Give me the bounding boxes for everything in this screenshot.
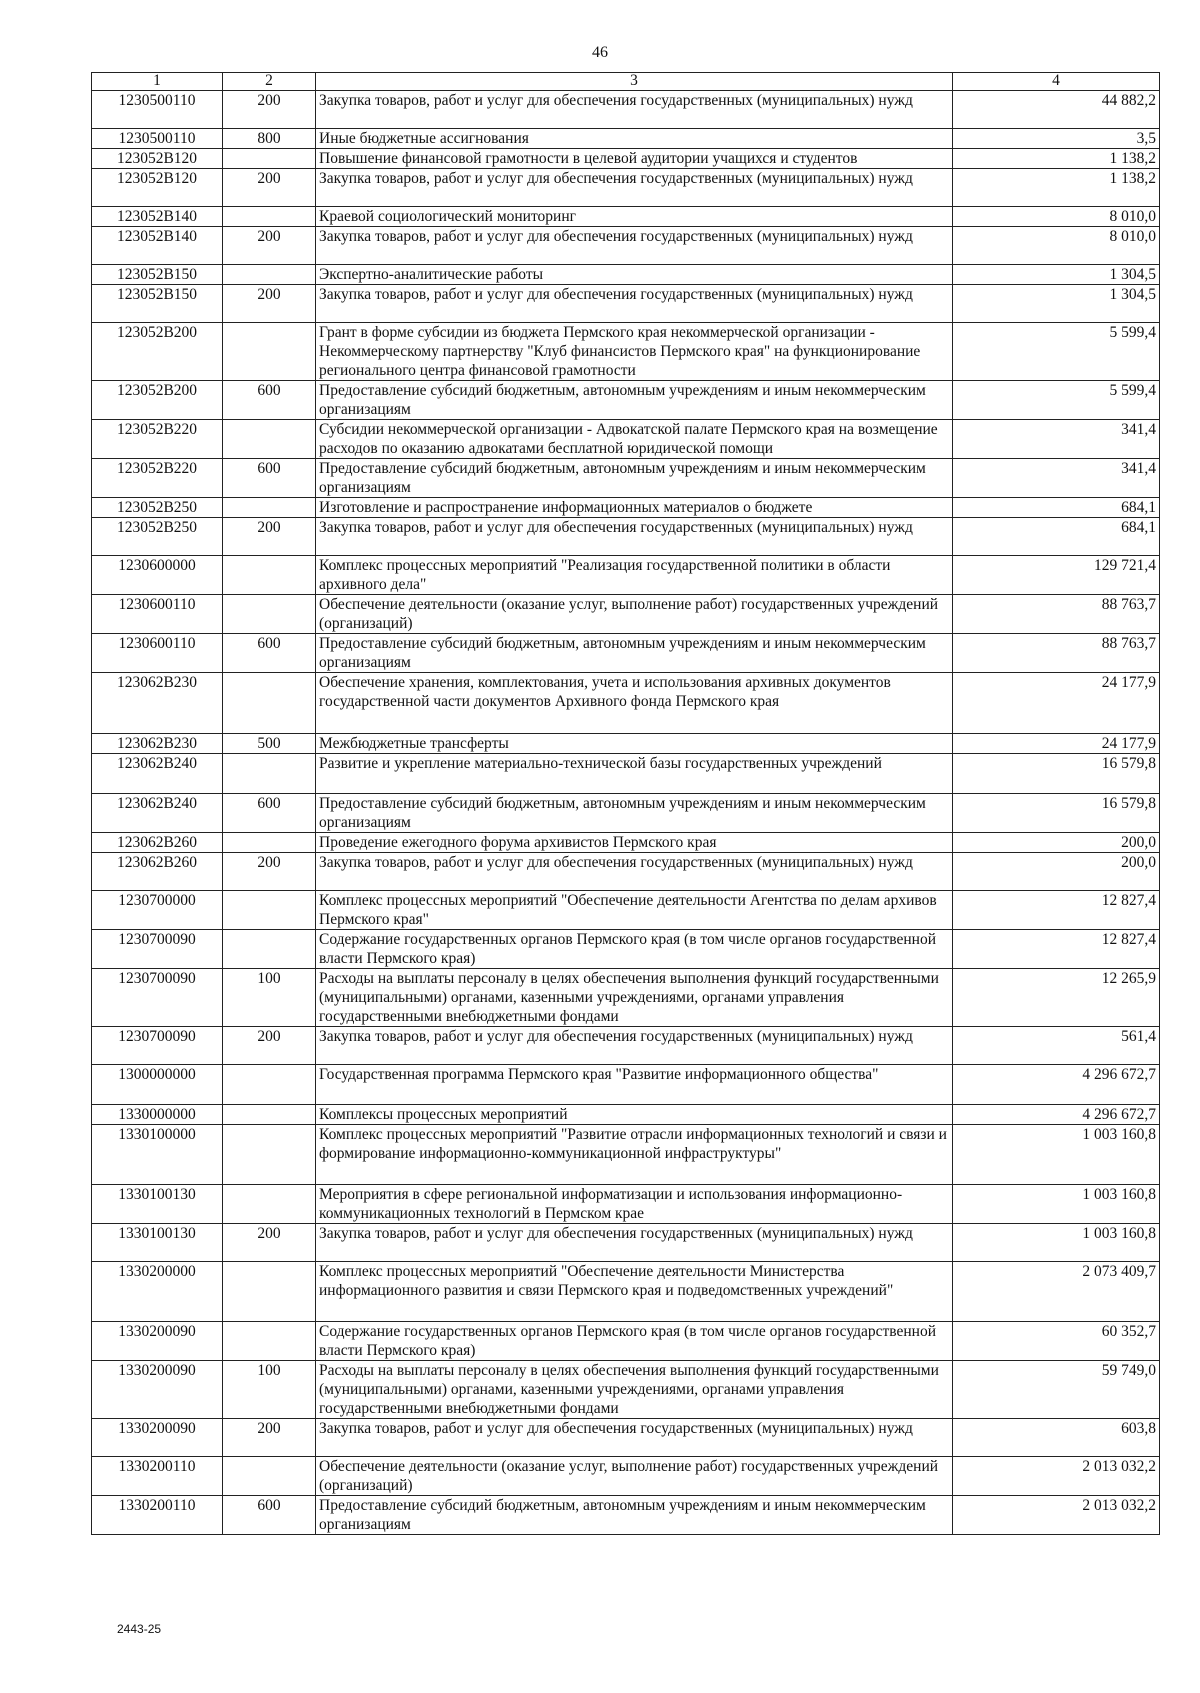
cell-code: 1230600110 — [92, 634, 223, 673]
cell-amount: 2 073 409,7 — [953, 1262, 1160, 1322]
cell-expense-type — [223, 754, 316, 794]
cell-expense-type: 100 — [223, 1361, 316, 1419]
table-row — [92, 1262, 1160, 1322]
cell-name: Комплекс процессных мероприятий "Обеспечение деятельности Министерства информационного развития и связи Пермского края и подведомственных учреждений" — [316, 1262, 953, 1322]
cell-expense-type — [223, 1125, 316, 1185]
cell-amount: 24 177,9 — [953, 734, 1160, 754]
cell-code: 1230700090 — [92, 930, 223, 969]
table-row — [92, 381, 1160, 420]
cell-name: Комплексы процессных мероприятий — [316, 1105, 953, 1125]
cell-amount: 341,4 — [953, 459, 1160, 498]
cell-code: 1330200110 — [92, 1496, 223, 1535]
cell-name: Предоставление субсидий бюджетным, автономным учреждениям и иным некоммерческим организациям — [316, 634, 953, 673]
cell-expense-type: 600 — [223, 459, 316, 498]
cell-amount: 1 003 160,8 — [953, 1185, 1160, 1224]
table-row — [92, 227, 1160, 265]
cell-amount: 88 763,7 — [953, 595, 1160, 634]
cell-amount: 59 749,0 — [953, 1361, 1160, 1419]
cell-expense-type: 200 — [223, 285, 316, 323]
cell-name: Комплекс процессных мероприятий "Обеспечение деятельности Агентства по делам архивов Пермского края" — [316, 891, 953, 930]
cell-code: 123052В120 — [92, 169, 223, 207]
cell-amount: 12 827,4 — [953, 891, 1160, 930]
cell-code: 1300000000 — [92, 1065, 223, 1105]
table-row — [92, 129, 1160, 149]
cell-name: Расходы на выплаты персоналу в целях обеспечения выполнения функций государственными (муниципальными) органами, казенными учреждениями, органами управления государственными внебюджетными фондами — [316, 969, 953, 1027]
cell-amount: 3,5 — [953, 129, 1160, 149]
cell-expense-type: 200 — [223, 1419, 316, 1457]
cell-expense-type: 200 — [223, 169, 316, 207]
cell-code: 123062В230 — [92, 734, 223, 754]
cell-code: 1230500110 — [92, 91, 223, 129]
cell-amount: 561,4 — [953, 1027, 1160, 1065]
cell-code: 123052В200 — [92, 323, 223, 381]
table-row — [92, 794, 1160, 833]
cell-expense-type: 600 — [223, 381, 316, 420]
cell-code: 123062В240 — [92, 794, 223, 833]
cell-name: Грант в форме субсидии из бюджета Пермского края некоммерческой организации - Некоммерческому партнерству "Клуб финансистов Пермского края" на функционирование регионального центра финансовой грамотности — [316, 323, 953, 381]
cell-amount: 2 013 032,2 — [953, 1496, 1160, 1535]
cell-name: Обеспечение деятельности (оказание услуг, выполнение работ) государственных учреждений (организаций) — [316, 595, 953, 634]
cell-amount: 8 010,0 — [953, 227, 1160, 265]
table-row — [92, 91, 1160, 129]
cell-code: 1330200000 — [92, 1262, 223, 1322]
table-row — [92, 556, 1160, 595]
cell-name: Закупка товаров, работ и услуг для обеспечения государственных (муниципальных) нужд — [316, 1027, 953, 1065]
cell-name: Иные бюджетные ассигнования — [316, 129, 953, 149]
table-row — [92, 754, 1160, 794]
cell-code: 123052В220 — [92, 459, 223, 498]
table-row — [92, 634, 1160, 673]
table-row — [92, 1065, 1160, 1105]
table-row — [92, 149, 1160, 169]
cell-expense-type — [223, 323, 316, 381]
table-row — [92, 1496, 1160, 1535]
table-row — [92, 1419, 1160, 1457]
table-row — [92, 323, 1160, 381]
cell-code: 123052В120 — [92, 149, 223, 169]
cell-code: 1230700000 — [92, 891, 223, 930]
cell-name: Закупка товаров, работ и услуг для обеспечения государственных (муниципальных) нужд — [316, 1224, 953, 1262]
column-header-3: 3 — [316, 73, 953, 91]
column-header-4: 4 — [953, 73, 1160, 91]
table-row — [92, 1361, 1160, 1419]
cell-expense-type — [223, 891, 316, 930]
cell-code: 123052В220 — [92, 420, 223, 459]
cell-amount: 684,1 — [953, 498, 1160, 518]
table-row — [92, 498, 1160, 518]
cell-code: 123052В140 — [92, 207, 223, 227]
cell-code: 1230600000 — [92, 556, 223, 595]
cell-expense-type: 600 — [223, 634, 316, 673]
cell-expense-type: 500 — [223, 734, 316, 754]
table-row — [92, 930, 1160, 969]
cell-amount: 200,0 — [953, 853, 1160, 891]
cell-amount: 8 010,0 — [953, 207, 1160, 227]
cell-amount: 1 138,2 — [953, 149, 1160, 169]
cell-code: 1330200090 — [92, 1361, 223, 1419]
cell-amount: 44 882,2 — [953, 91, 1160, 129]
cell-amount: 1 138,2 — [953, 169, 1160, 207]
table-row — [92, 285, 1160, 323]
cell-expense-type — [223, 1322, 316, 1361]
cell-code: 1230700090 — [92, 1027, 223, 1065]
cell-expense-type — [223, 930, 316, 969]
cell-code: 1230700090 — [92, 969, 223, 1027]
cell-code: 1330200110 — [92, 1457, 223, 1496]
cell-expense-type — [223, 1065, 316, 1105]
table-row — [92, 459, 1160, 498]
cell-name: Государственная программа Пермского края "Развитие информационного общества" — [316, 1065, 953, 1105]
cell-expense-type — [223, 498, 316, 518]
cell-amount: 684,1 — [953, 518, 1160, 556]
cell-name: Предоставление субсидий бюджетным, автономным учреждениям и иным некоммерческим организациям — [316, 381, 953, 420]
table-row — [92, 1105, 1160, 1125]
cell-code: 123052В250 — [92, 518, 223, 556]
table-header-row — [92, 73, 1160, 91]
cell-code: 1330100000 — [92, 1125, 223, 1185]
table-row — [92, 1125, 1160, 1185]
cell-expense-type — [223, 265, 316, 285]
cell-code: 1330000000 — [92, 1105, 223, 1125]
cell-amount: 1 304,5 — [953, 265, 1160, 285]
cell-expense-type — [223, 207, 316, 227]
table-body — [92, 91, 1160, 1535]
table-row — [92, 1224, 1160, 1262]
table-row — [92, 207, 1160, 227]
cell-amount: 88 763,7 — [953, 634, 1160, 673]
cell-name: Закупка товаров, работ и услуг для обеспечения государственных (муниципальных) нужд — [316, 1419, 953, 1457]
cell-name: Закупка товаров, работ и услуг для обеспечения государственных (муниципальных) нужд — [316, 285, 953, 323]
cell-code: 1330200090 — [92, 1322, 223, 1361]
cell-expense-type — [223, 1185, 316, 1224]
cell-name: Расходы на выплаты персоналу в целях обеспечения выполнения функций государственными (муниципальными) органами, казенными учреждениями, органами управления государственными внебюджетными фондами — [316, 1361, 953, 1419]
cell-amount: 5 599,4 — [953, 323, 1160, 381]
cell-name: Субсидии некоммерческой организации - Адвокатской палате Пермского края на возмещение расходов по оказанию адвокатами бесплатной юридической помощи — [316, 420, 953, 459]
cell-expense-type: 200 — [223, 1224, 316, 1262]
column-header-2: 2 — [223, 73, 316, 91]
cell-amount: 4 296 672,7 — [953, 1065, 1160, 1105]
cell-name: Содержание государственных органов Пермского края (в том числе органов государственной власти Пермского края) — [316, 1322, 953, 1361]
cell-amount: 5 599,4 — [953, 381, 1160, 420]
cell-amount: 16 579,8 — [953, 754, 1160, 794]
cell-expense-type: 600 — [223, 794, 316, 833]
table-row — [92, 853, 1160, 891]
cell-name: Комплекс процессных мероприятий "Развитие отрасли информационных технологий и связи и формирование информационно-коммуникационной инфраструктуры" — [316, 1125, 953, 1185]
table-row — [92, 969, 1160, 1027]
cell-expense-type — [223, 833, 316, 853]
cell-amount: 1 003 160,8 — [953, 1224, 1160, 1262]
cell-code: 123052В200 — [92, 381, 223, 420]
cell-amount: 129 721,4 — [953, 556, 1160, 595]
cell-expense-type: 200 — [223, 1027, 316, 1065]
document-code: 2443-25 — [117, 1622, 162, 1636]
cell-name: Закупка товаров, работ и услуг для обеспечения государственных (муниципальных) нужд — [316, 91, 953, 129]
cell-code: 123062В260 — [92, 833, 223, 853]
table-row — [92, 265, 1160, 285]
cell-amount: 12 265,9 — [953, 969, 1160, 1027]
cell-code: 123052В150 — [92, 285, 223, 323]
cell-expense-type — [223, 1457, 316, 1496]
cell-expense-type — [223, 1262, 316, 1322]
cell-amount: 200,0 — [953, 833, 1160, 853]
table-row — [92, 1322, 1160, 1361]
cell-name: Закупка товаров, работ и услуг для обеспечения государственных (муниципальных) нужд — [316, 227, 953, 265]
cell-amount: 341,4 — [953, 420, 1160, 459]
cell-expense-type: 200 — [223, 227, 316, 265]
cell-expense-type: 200 — [223, 518, 316, 556]
cell-expense-type: 600 — [223, 1496, 316, 1535]
cell-amount: 1 003 160,8 — [953, 1125, 1160, 1185]
cell-code: 123052В250 — [92, 498, 223, 518]
cell-amount: 2 013 032,2 — [953, 1457, 1160, 1496]
table-row — [92, 1027, 1160, 1065]
cell-expense-type — [223, 673, 316, 734]
table-row — [92, 1457, 1160, 1496]
cell-expense-type: 200 — [223, 91, 316, 129]
table-row — [92, 891, 1160, 930]
cell-name: Обеспечение деятельности (оказание услуг, выполнение работ) государственных учреждений (организаций) — [316, 1457, 953, 1496]
budget-table — [91, 72, 1160, 1535]
cell-expense-type — [223, 1105, 316, 1125]
cell-name: Содержание государственных органов Пермского края (в том числе органов государственной власти Пермского края) — [316, 930, 953, 969]
cell-name: Закупка товаров, работ и услуг для обеспечения государственных (муниципальных) нужд — [316, 853, 953, 891]
cell-name: Краевой социологический мониторинг — [316, 207, 953, 227]
column-header-1: 1 — [92, 73, 223, 91]
cell-expense-type — [223, 595, 316, 634]
cell-expense-type — [223, 149, 316, 169]
cell-name: Закупка товаров, работ и услуг для обеспечения государственных (муниципальных) нужд — [316, 169, 953, 207]
table-row — [92, 673, 1160, 734]
cell-code: 1330200090 — [92, 1419, 223, 1457]
cell-code: 123052В140 — [92, 227, 223, 265]
cell-name: Предоставление субсидий бюджетным, автономным учреждениям и иным некоммерческим организациям — [316, 794, 953, 833]
table-row — [92, 169, 1160, 207]
cell-expense-type — [223, 420, 316, 459]
table-row — [92, 518, 1160, 556]
cell-name: Мероприятия в сфере региональной информатизации и использования информационно-коммуникационных технологий в Пермском крае — [316, 1185, 953, 1224]
cell-name: Обеспечение хранения, комплектования, учета и использования архивных документов государственной части документов Архивного фонда Пермского края — [316, 673, 953, 734]
cell-code: 1330100130 — [92, 1224, 223, 1262]
cell-amount: 4 296 672,7 — [953, 1105, 1160, 1125]
cell-name: Закупка товаров, работ и услуг для обеспечения государственных (муниципальных) нужд — [316, 518, 953, 556]
cell-name: Предоставление субсидий бюджетным, автономным учреждениям и иным некоммерческим организациям — [316, 459, 953, 498]
cell-code: 1230500110 — [92, 129, 223, 149]
cell-code: 1330100130 — [92, 1185, 223, 1224]
cell-expense-type: 800 — [223, 129, 316, 149]
table-row — [92, 420, 1160, 459]
cell-name: Предоставление субсидий бюджетным, автономным учреждениям и иным некоммерческим организациям — [316, 1496, 953, 1535]
page-number: 46 — [592, 44, 608, 61]
cell-code: 123062В230 — [92, 673, 223, 734]
cell-name: Развитие и укрепление материально-технической базы государственных учреждений — [316, 754, 953, 794]
cell-code: 1230600110 — [92, 595, 223, 634]
table-row — [92, 595, 1160, 634]
cell-amount: 603,8 — [953, 1419, 1160, 1457]
cell-name: Комплекс процессных мероприятий "Реализация государственной политики в области архивного дела" — [316, 556, 953, 595]
cell-expense-type: 100 — [223, 969, 316, 1027]
cell-amount: 1 304,5 — [953, 285, 1160, 323]
table-row — [92, 734, 1160, 754]
cell-name: Экспертно-аналитические работы — [316, 265, 953, 285]
cell-code: 123062В260 — [92, 853, 223, 891]
table-row — [92, 1185, 1160, 1224]
cell-amount: 12 827,4 — [953, 930, 1160, 969]
cell-name: Изготовление и распространение информационных материалов о бюджете — [316, 498, 953, 518]
cell-code: 123052В150 — [92, 265, 223, 285]
cell-amount: 24 177,9 — [953, 673, 1160, 734]
cell-name: Проведение ежегодного форума архивистов Пермского края — [316, 833, 953, 853]
cell-code: 123062В240 — [92, 754, 223, 794]
cell-amount: 16 579,8 — [953, 794, 1160, 833]
cell-expense-type: 200 — [223, 853, 316, 891]
cell-name: Межбюджетные трансферты — [316, 734, 953, 754]
cell-expense-type — [223, 556, 316, 595]
table-row — [92, 833, 1160, 853]
cell-name: Повышение финансовой грамотности в целевой аудитории учащихся и студентов — [316, 149, 953, 169]
cell-amount: 60 352,7 — [953, 1322, 1160, 1361]
